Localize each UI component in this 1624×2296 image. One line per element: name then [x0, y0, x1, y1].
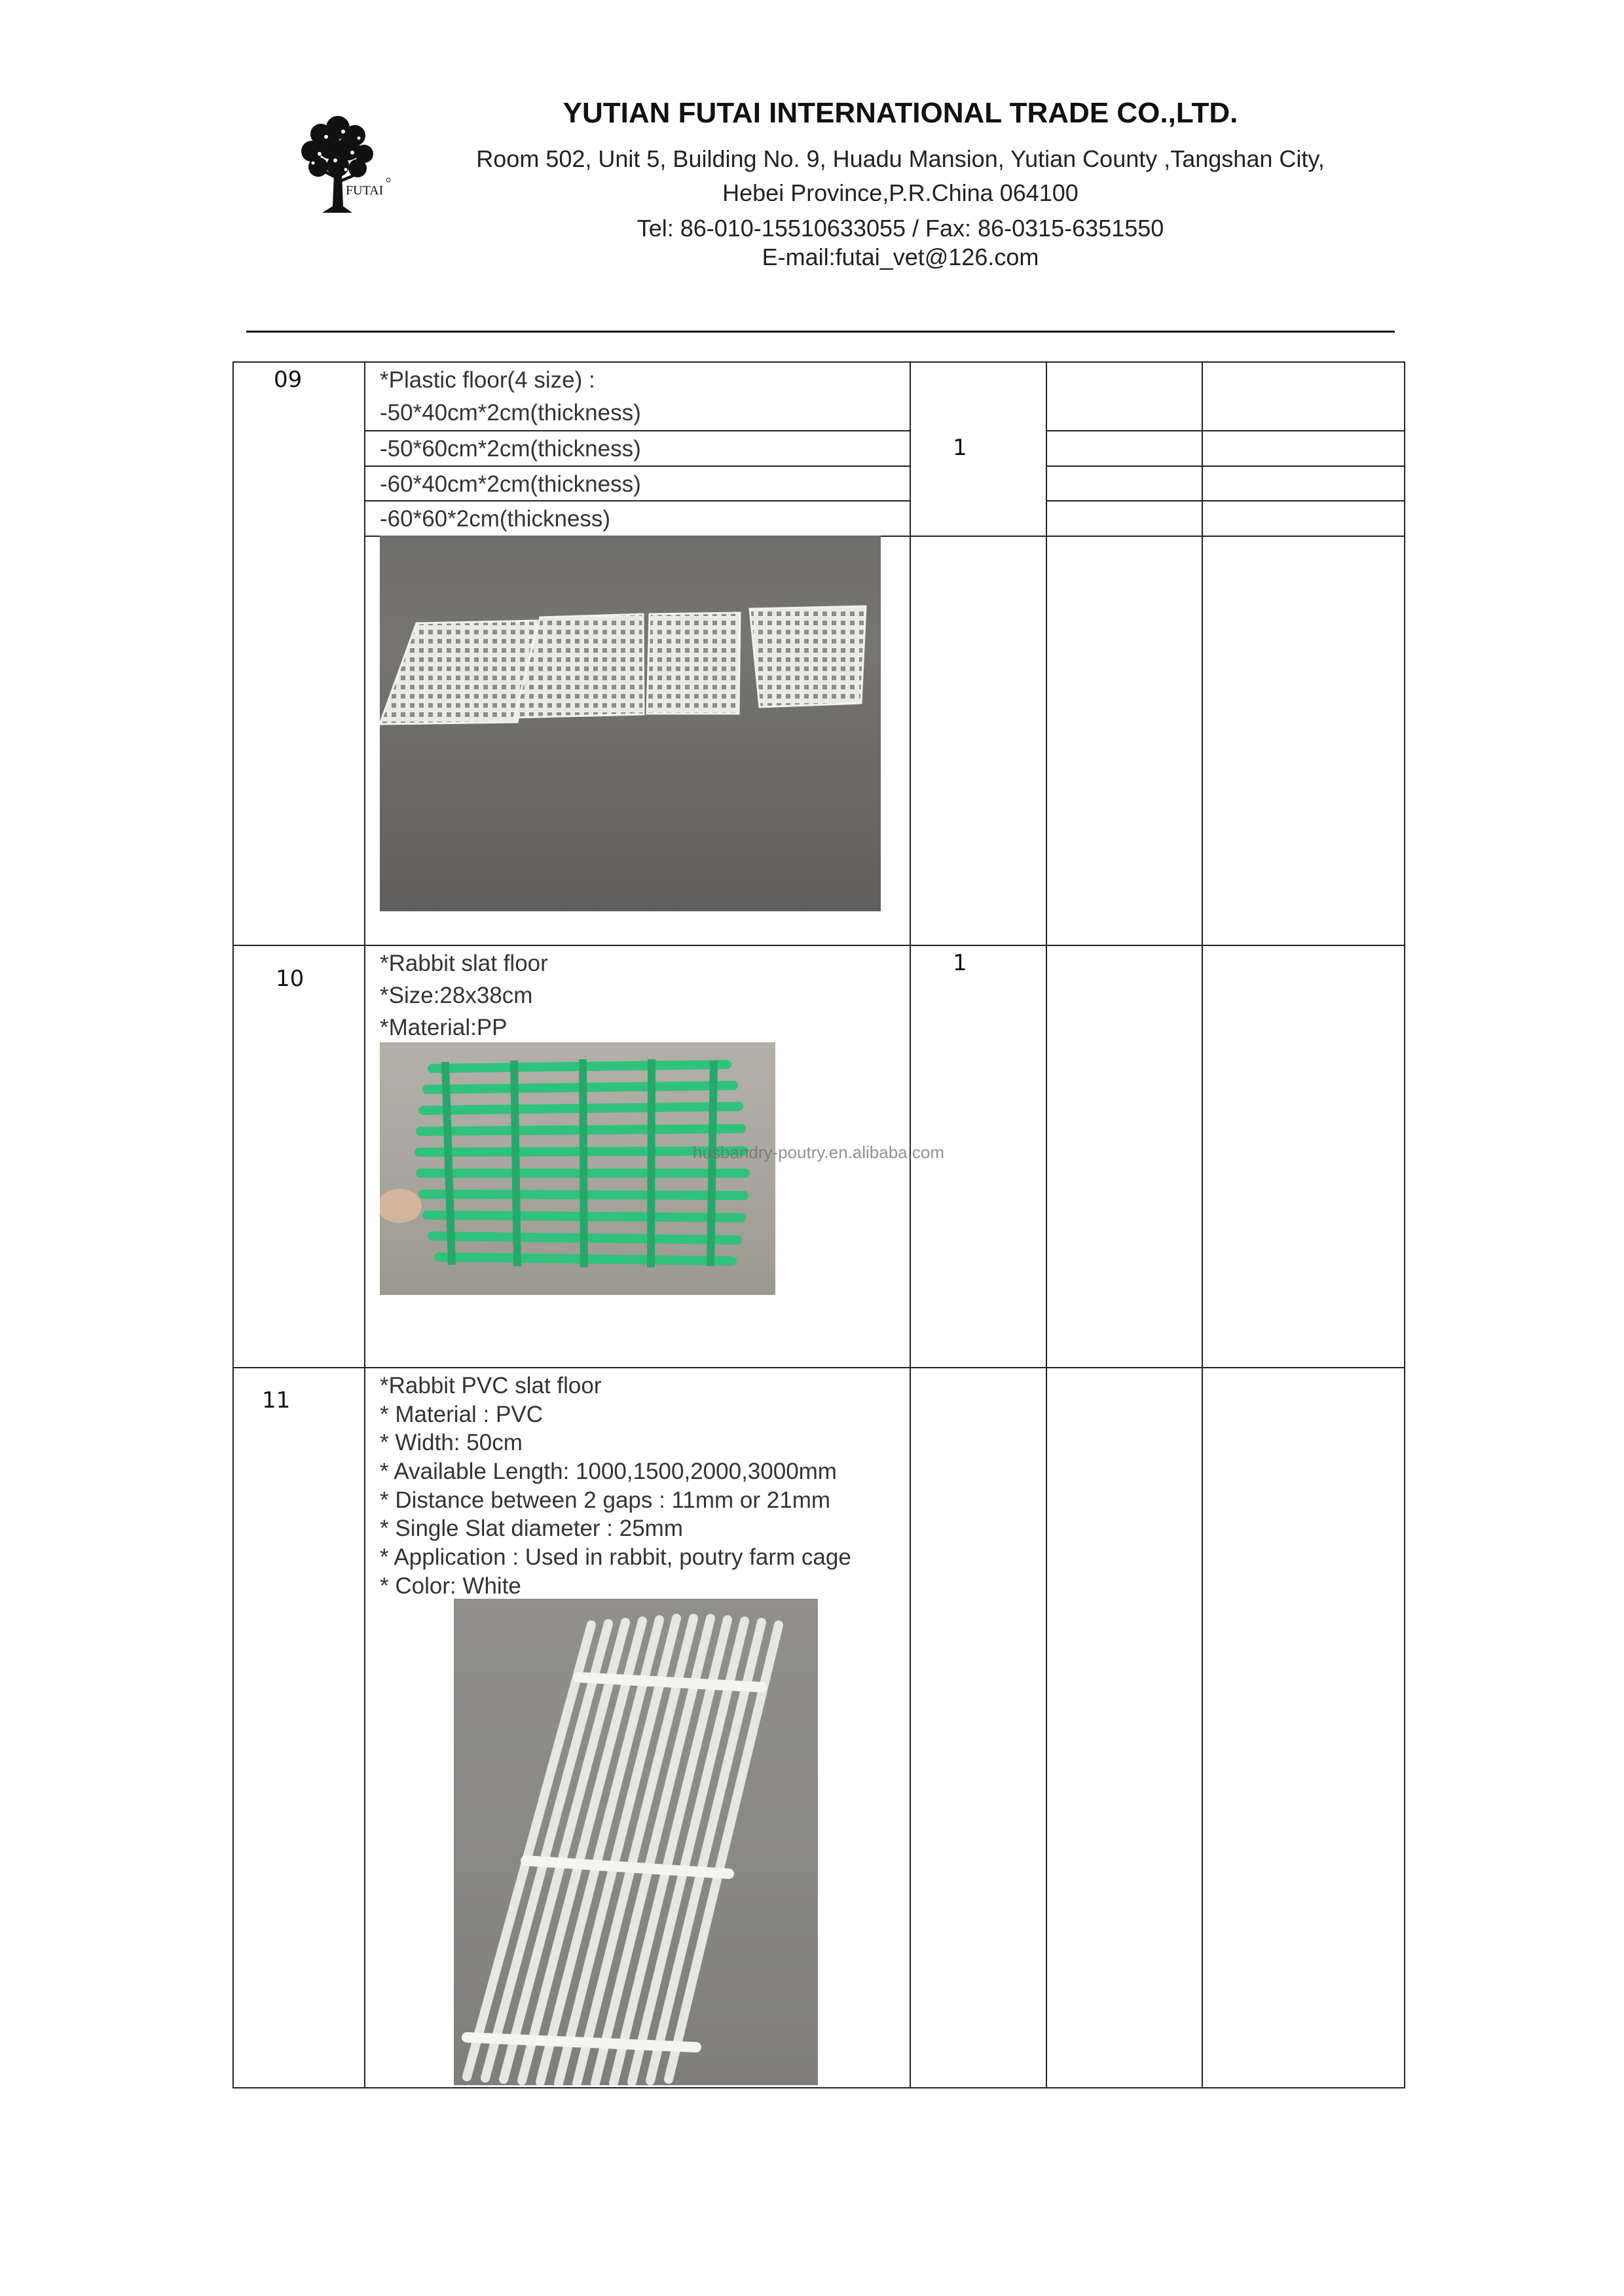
- size-option: -60*40cm*2cm(thickness): [380, 471, 641, 497]
- product-spec: * Available Length: 1000,1500,2000,3000mm: [380, 1459, 837, 1484]
- table-row-line: [232, 945, 1405, 946]
- product-spec: * Distance between 2 gaps : 11mm or 21mm: [380, 1487, 831, 1513]
- row-number: 11: [262, 1387, 291, 1413]
- email-line: E-mail:futai_vet@126.com: [762, 244, 1039, 270]
- product-spec: * Color: White: [380, 1573, 521, 1599]
- size-option: -50*60cm*2cm(thickness): [380, 436, 641, 462]
- table-subrow-line: [1046, 430, 1405, 431]
- product-title: *Rabbit PVC slat floor: [380, 1373, 602, 1398]
- product-spec: *Size:28x38cm: [380, 983, 533, 1008]
- product-spec: * Material : PVC: [380, 1402, 543, 1427]
- size-option: -60*60*2cm(thickness): [380, 506, 611, 532]
- address-line-1: Room 502, Unit 5, Building No. 9, Huadu Mansion, Yutian County ,Tangshan City,: [476, 145, 1325, 172]
- table-subrow-line: [1046, 500, 1405, 501]
- table-border-right: [1404, 361, 1405, 2087]
- company-name: YUTIAN FUTAI INTERNATIONAL TRADE CO.,LTD.: [563, 97, 1238, 129]
- table-subrow-line: [364, 430, 911, 431]
- table-border-top: [232, 361, 1405, 363]
- address-line-2: Hebei Province,P.R.China 064100: [722, 179, 1079, 206]
- product-spec: *Material:PP: [380, 1015, 507, 1040]
- logo-text: FUTAI: [346, 183, 384, 198]
- table-col-divider: [1046, 361, 1047, 2087]
- table-col-divider: [364, 361, 365, 2087]
- table-col-divider: [1202, 361, 1203, 2087]
- contact-line: Tel: 86-010-15510633055 / Fax: 86-0315-6351550: [637, 215, 1164, 242]
- table-subrow-line: [364, 500, 911, 501]
- white-pvc-slat-floor-photo: [454, 1599, 818, 2085]
- product-spec: * Width: 50cm: [380, 1430, 523, 1455]
- product-spec: * Single Slat diameter : 25mm: [380, 1516, 683, 1541]
- table-border-left: [232, 361, 234, 2087]
- product-title: *Rabbit slat floor: [380, 951, 548, 976]
- white-plastic-floor-panels-photo: [380, 536, 881, 911]
- table-subrow-line: [1046, 465, 1405, 467]
- product-title: *Plastic floor(4 size) :: [380, 367, 595, 393]
- table-border-bottom: [232, 2087, 1405, 2088]
- row-number: 10: [276, 966, 304, 992]
- row-number: 09: [274, 367, 303, 393]
- size-option: -50*40cm*2cm(thickness): [380, 400, 641, 426]
- quantity: 1: [953, 950, 967, 976]
- quantity: 1: [953, 435, 967, 461]
- table-subrow-line: [364, 465, 911, 467]
- green-rabbit-slat-floor-photo: [380, 1042, 775, 1295]
- header-divider: [246, 331, 1395, 333]
- table-row-line: [232, 1367, 1405, 1368]
- table-col-divider: [910, 361, 911, 2087]
- watermark-text: husbandry-poutry.en.alibaba.com: [693, 1142, 944, 1162]
- product-spec: * Application : Used in rabbit, poutry farm cage: [380, 1544, 851, 1570]
